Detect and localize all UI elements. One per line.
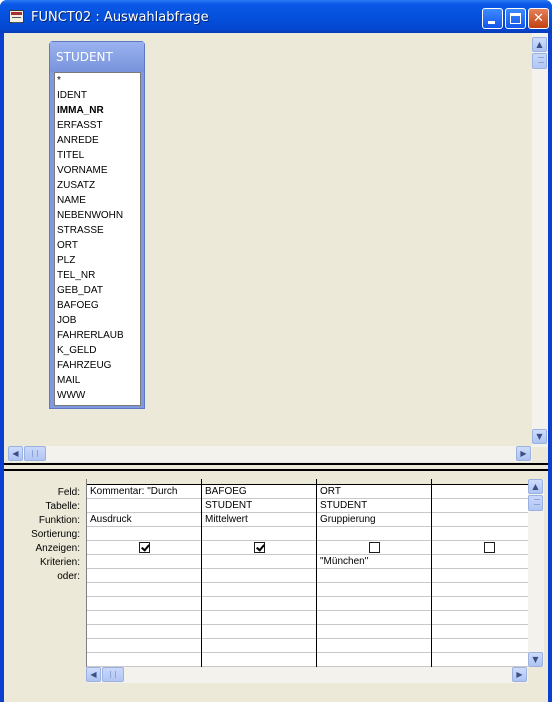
show-checkbox-cell[interactable] [87, 541, 201, 555]
field-list-item[interactable]: TITEL [57, 150, 85, 161]
scroll-up-button[interactable] [532, 37, 547, 52]
grid-cell-oder[interactable] [202, 569, 316, 583]
field-list-item[interactable]: GEB_DAT [57, 285, 103, 296]
grid-cell-empty[interactable] [87, 625, 201, 639]
grid-row-label: Sortierung: [31, 529, 80, 540]
grid-cell-empty[interactable] [317, 653, 431, 667]
scroll-thumb[interactable] [24, 446, 46, 461]
scroll-down-button[interactable] [532, 429, 547, 444]
grid-cell-funktion[interactable]: Gruppierung [317, 513, 431, 527]
grid-cell-feld[interactable]: Kommentar: "Durch [87, 485, 201, 499]
grid-cell-oder[interactable] [87, 569, 201, 583]
grid-cell-empty[interactable] [432, 653, 528, 667]
grid-cell-sortierung[interactable] [202, 527, 316, 541]
grid-cell-kriterien[interactable] [432, 555, 528, 569]
scroll-down-button[interactable] [528, 652, 543, 667]
grid-horizontal-scrollbar[interactable] [86, 667, 528, 683]
scroll-right-button[interactable] [512, 667, 527, 682]
grid-cell-empty[interactable] [202, 639, 316, 653]
grip-icon [32, 450, 38, 457]
field-list-item[interactable]: IDENT [57, 90, 87, 101]
show-checkbox[interactable] [254, 542, 265, 553]
scroll-down-icon: ▼ [536, 432, 543, 441]
grid-row-label: Feld: [57, 487, 80, 498]
field-list-item[interactable]: NEBENWOHN [57, 210, 124, 221]
scroll-down-icon: ▼ [532, 655, 539, 664]
grid-cell-funktion[interactable]: Ausdruck [87, 513, 201, 527]
grid-cell-sortierung[interactable] [317, 527, 431, 541]
grid-cell-kriterien[interactable] [87, 555, 201, 569]
grid-cell-empty[interactable] [432, 583, 528, 597]
scroll-up-icon: ▲ [536, 40, 543, 49]
title-bar[interactable] [0, 0, 552, 33]
grid-row-label: Kriterien: [39, 557, 80, 568]
field-list-item[interactable]: K_GELD [57, 345, 97, 356]
grid-row-label: Tabelle: [45, 501, 80, 512]
grid-cell-feld[interactable]: BAFOEG [202, 485, 316, 499]
grid-cell-empty[interactable] [202, 583, 316, 597]
table-field-list-student[interactable] [49, 41, 145, 409]
grid-cell-tabelle[interactable] [87, 499, 201, 513]
field-list-item[interactable]: WWW [57, 390, 86, 401]
grid-cell-empty[interactable] [87, 653, 201, 667]
grid-cell-sortierung[interactable] [432, 527, 528, 541]
grip-icon [534, 499, 540, 505]
maximize-icon [510, 13, 521, 24]
grid-cell-empty[interactable] [432, 639, 528, 653]
grid-cell-empty[interactable] [317, 597, 431, 611]
grid-cell-funktion[interactable] [432, 513, 528, 527]
grid-cell-feld[interactable]: ORT [317, 485, 431, 499]
grid-cell-feld[interactable] [432, 485, 528, 499]
close-button[interactable] [528, 8, 549, 29]
grid-row-labels [4, 479, 84, 584]
field-list-item[interactable]: NAME [57, 195, 86, 206]
field-list-item[interactable]: BAFOEG [57, 300, 99, 311]
grid-cell-tabelle[interactable]: STUDENT [317, 499, 431, 513]
grid-row-label: Anzeigen: [35, 543, 80, 554]
grid-cell-sortierung[interactable] [87, 527, 201, 541]
grid-column[interactable] [87, 479, 202, 667]
scroll-thumb[interactable] [532, 53, 547, 69]
scroll-up-button[interactable] [528, 479, 543, 494]
scroll-right-icon: ▶ [520, 449, 527, 458]
grid-cell-empty[interactable] [317, 639, 431, 653]
field-list-item[interactable]: JOB [57, 315, 77, 326]
field-list-item[interactable]: ZUSATZ [57, 180, 96, 191]
grid-cell-empty[interactable] [202, 597, 316, 611]
field-list-item[interactable]: ANREDE [57, 135, 99, 146]
grid-cell-oder[interactable] [317, 569, 431, 583]
field-list-item[interactable]: VORNAME [57, 165, 108, 176]
grid-cell-funktion[interactable]: Mittelwert [202, 513, 316, 527]
grid-cell-empty[interactable] [87, 611, 201, 625]
design-grid[interactable] [86, 479, 528, 667]
grid-column[interactable] [317, 479, 432, 667]
field-list-item[interactable]: STRASSE [57, 225, 104, 236]
grid-cell-empty[interactable] [432, 597, 528, 611]
show-checkbox-cell[interactable] [432, 541, 528, 555]
minimize-button[interactable] [482, 8, 503, 29]
scroll-right-button[interactable] [516, 446, 531, 461]
field-list[interactable] [54, 72, 141, 406]
grid-cell-empty[interactable] [87, 639, 201, 653]
show-checkbox-cell[interactable] [317, 541, 431, 555]
close-icon: ✕ [533, 11, 544, 26]
scroll-up-icon: ▲ [532, 482, 539, 491]
field-list-item[interactable]: FAHRZEUG [57, 360, 112, 371]
grid-cell-empty[interactable] [317, 625, 431, 639]
grid-column[interactable] [432, 479, 528, 667]
grid-cell-oder[interactable] [432, 569, 528, 583]
window-title: FUNCT02 : Auswahlabfrage [31, 10, 209, 25]
field-list-item[interactable]: FAHRERLAUB [57, 330, 124, 341]
grid-cell-empty[interactable] [432, 611, 528, 625]
table-title[interactable]: STUDENT [50, 42, 144, 72]
field-list-item[interactable]: ORT [57, 240, 78, 251]
field-list-item[interactable]: ERFASST [57, 120, 103, 131]
show-checkbox[interactable] [484, 542, 495, 553]
grid-cell-empty[interactable] [87, 583, 201, 597]
table-pane[interactable] [4, 33, 548, 463]
grid-cell-tabelle[interactable] [432, 499, 528, 513]
grid-row-label: oder: [57, 571, 80, 582]
show-checkbox[interactable] [139, 542, 150, 553]
show-checkbox-cell[interactable] [202, 541, 316, 555]
design-grid-pane [4, 471, 548, 702]
grid-cell-empty[interactable] [317, 611, 431, 625]
scroll-thumb[interactable] [102, 667, 124, 682]
grid-cell-empty[interactable] [202, 611, 316, 625]
field-list-item[interactable]: * [57, 75, 61, 86]
grid-column[interactable] [202, 479, 317, 667]
table-pane-vertical-scrollbar[interactable] [532, 33, 548, 447]
grip-icon [538, 57, 544, 63]
grid-cell-empty[interactable] [432, 625, 528, 639]
grid-row-label: Funktion: [38, 515, 80, 526]
minimize-icon [488, 21, 495, 24]
grid-cell-kriterien[interactable] [202, 555, 316, 569]
field-list-item[interactable]: PLZ [57, 255, 76, 266]
scroll-left-icon: ◀ [90, 670, 97, 679]
grid-cell-empty[interactable] [317, 583, 431, 597]
maximize-button[interactable] [505, 8, 526, 29]
scroll-left-icon: ◀ [12, 449, 19, 458]
field-list-item[interactable]: TEL_NR [57, 270, 96, 281]
window-client-area [4, 33, 548, 702]
pane-splitter[interactable] [4, 463, 548, 471]
scroll-left-button[interactable] [86, 667, 101, 682]
table-pane-horizontal-scrollbar[interactable] [8, 446, 532, 462]
grid-vertical-scrollbar[interactable] [528, 479, 544, 667]
query-window-icon[interactable] [9, 10, 24, 23]
grid-cell-empty[interactable] [87, 597, 201, 611]
scroll-left-button[interactable] [8, 446, 23, 461]
field-list-item[interactable]: IMMA_NR [57, 105, 104, 116]
grid-cell-tabelle[interactable]: STUDENT [202, 499, 316, 513]
scroll-right-icon: ▶ [516, 670, 523, 679]
grid-cell-empty[interactable] [202, 653, 316, 667]
grid-cell-kriterien[interactable]: "München" [317, 555, 431, 569]
grid-cell-empty[interactable] [202, 625, 316, 639]
scroll-thumb[interactable] [528, 495, 543, 511]
field-list-item[interactable]: MAIL [57, 375, 81, 386]
show-checkbox[interactable] [369, 542, 380, 553]
grip-icon [110, 671, 116, 678]
